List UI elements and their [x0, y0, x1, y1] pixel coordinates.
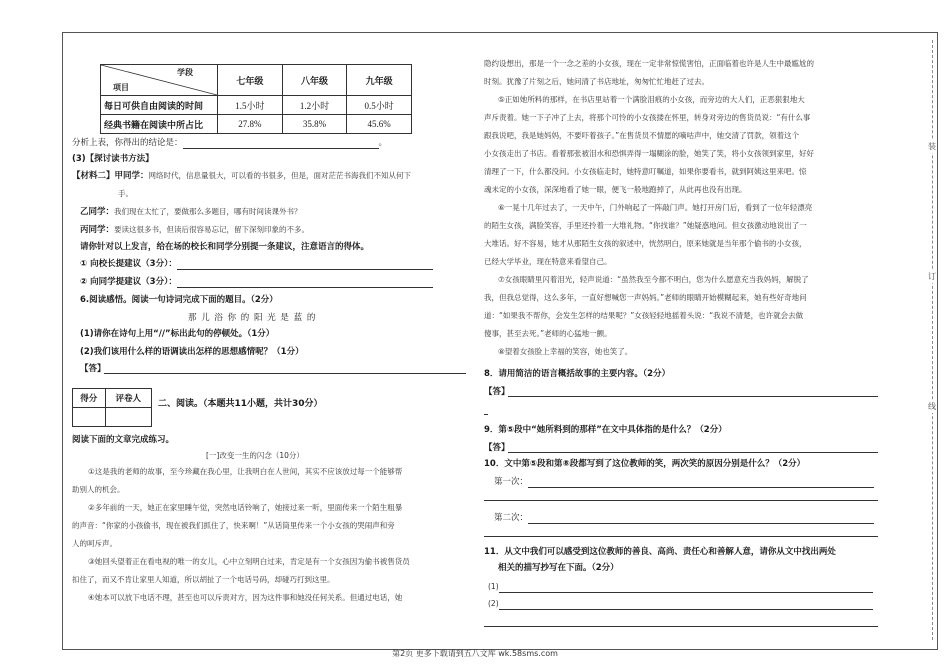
q11-line-3: [484, 626, 878, 627]
article-r12: 已经大学毕业，现在特意来看望自己。: [484, 257, 612, 266]
article-r8: 魂未定的小女孩，深深地看了她一眼，便飞一般地跑掉了，从此再也没有出现。: [484, 185, 747, 194]
binding-char-2: 订: [928, 272, 936, 281]
article-r17: ⑧望着女孩脸上幸福的笑容，她也笑了。: [498, 347, 633, 356]
q10-line-4: [484, 536, 878, 537]
table-header-bottom: 项目: [113, 83, 129, 92]
q11-cont: 相关的描写抄写在下面。（2分）: [498, 563, 619, 573]
q9-answer-label: 【答】: [484, 443, 510, 453]
q8-answer-line-2: [484, 414, 488, 415]
q8-answer-line: [508, 396, 878, 397]
analysis-prompt: 分析上表，你得出的结论是： 。: [72, 138, 388, 148]
advice-principal: ① 向校长提建议（3分）：: [80, 258, 433, 270]
table-row: [101, 96, 412, 115]
article-r11: 大堆话。好不容易，她才从那陌生女孩的叙述中，恍然明白，原来她就是当年那个偷书的小女孩，: [484, 239, 807, 248]
table-cell: 27.8%: [218, 115, 283, 134]
table-col-header: 八年级: [282, 65, 347, 96]
poem-line: 那 儿 浴 你 的 阳 光 是 蓝 的: [188, 313, 317, 323]
table-cell: 0.5小时: [347, 96, 412, 115]
article-r15: 道：“如果我不帮你，会发生怎样的结果呢？”女孩轻轻地摇着头说：“我说不清楚，也许就会去做: [484, 311, 804, 320]
article-r16: 傻事，甚至去死。”老师的心猛地一颤。: [484, 329, 612, 338]
material2-cont: 手。: [118, 189, 133, 198]
article-p4: ④她本可以放下电话不理，甚至也可以斥责对方，因为这件事和她没任何关系。但通过电话，她: [88, 593, 403, 602]
table-cell: 45.6%: [347, 115, 412, 134]
section2-title: 二、阅读。（本题共11小题，共计30分）: [158, 399, 323, 409]
q9: 9．第⑤段中“她所料到的那样”在文中具体指的是什么？（2分）: [484, 425, 727, 435]
q8-answer-label: 【答】: [484, 387, 510, 397]
q6-answer-label: 【答】: [80, 364, 106, 374]
q9-answer-line: [508, 452, 878, 453]
student-bing: 丙同学：要读这很多书，但读后很容易忘记，留下深刻印象的不多。: [80, 225, 310, 235]
article-r4: 声斥责着。她一下子冲了上去，将那个可怜的小女孩搂在怀里，转身对旁边的售货员说：“有什么事: [484, 113, 811, 122]
table-cell: 35.8%: [282, 115, 347, 134]
score-label: 得分: [73, 389, 106, 408]
article-p2c: 人的呵斥声。: [72, 539, 117, 548]
q10-line-2: [484, 500, 878, 501]
q6-title: 6.阅读感悟。阅读一句诗词完成下面的题目。（2分）: [80, 295, 278, 305]
table-cell: 1.5小时: [218, 96, 283, 115]
article-p1: ①这是我的老师的故事，至今珍藏在我心里，让我明白在人世间，其实不应该放过每一个能够帮: [88, 467, 403, 476]
q11-item1: (1): [488, 581, 873, 593]
table-row: [101, 115, 412, 134]
table-col-header: 七年级: [218, 65, 283, 96]
table-diagonal-header: [101, 65, 218, 96]
q10: 10．文中第⑤段和第⑧段都写到了这位教师的笑，两次笑的原因分别是什么？（2分）: [484, 459, 806, 469]
article-r9: ⑥一晃十几年过去了，一天中午，门外响起了一阵敲门声。她打开房门后，看到了一位年轻漂亮: [498, 203, 813, 212]
q10-second: 第二次：: [494, 512, 874, 524]
reading-stats-table: [100, 64, 412, 134]
q6-1: (1)请你在诗句上用“//”标出此句的停顿处。（1分）: [80, 329, 275, 339]
q8: 8．请用简洁的语言概括故事的主要内容。（2分）: [484, 369, 671, 379]
binding-line: [932, 40, 933, 640]
article-p2b: 的声音：“你家的小孩偷书，现在被我们抓住了，快来啊！”从话筒里传来一个小女孩的哭闹声和旁: [72, 521, 395, 530]
q3-title: (3)【探讨读书方法】: [72, 154, 154, 164]
q6-answer-line: [104, 373, 466, 374]
student-yi: 乙同学：我们现在太忙了，要做那么多题目，哪有时间读课外书？: [80, 207, 302, 217]
article-title: [一]改变一生的闪念（10分）: [206, 451, 304, 460]
article-p1b: 助别人的机会。: [72, 485, 125, 494]
table-col-header: 九年级: [347, 65, 412, 96]
grader-label: 评卷人: [105, 389, 151, 408]
q10-first: 第一次：: [494, 476, 874, 488]
q11: 11．从文中我们可以感受到这位教师的善良、高尚、责任心和善解人意，请你从文中找出两处: [484, 547, 836, 557]
article-r6: 小女孩走出了书店。看着那张被泪水和恐惧弄得一塌糊涂的脸，她笑了笑，将小女孩领到家里，好好: [484, 149, 814, 158]
article-r3: ⑤正如她所料的那样，在书店里站着一个满脸泪痕的小女孩，而旁边的大人们，正恶狠狠地大: [498, 95, 805, 104]
binding-char-3: 线: [928, 402, 936, 411]
article-p2: ②多年前的一天，她正在家里睡午觉，突然电话铃响了，她接过来一听，里面传来一个陌生粗暴: [88, 503, 403, 512]
table-header-top: 学段: [177, 68, 193, 77]
table-cell: 1.2小时: [282, 96, 347, 115]
table-row-label: 经典书籍在阅读中所占比: [101, 115, 218, 134]
score-box: [72, 388, 152, 427]
table-row-label: 每日可供自由阅读的时间: [101, 96, 218, 115]
material2: 【材料二】甲同学：网络时代，信息量很大，可以看的书很多，但是，面对茫茫书海我们不知从何下: [72, 171, 412, 181]
article-r1: 隐约设想出，那是一个一念之差的小女孩，现在一定非常惊慌害怕，正面临着也许是人生中最尴尬的: [484, 59, 814, 68]
article-r10: 的陌生女孩，满脸笑容，手里还拎着一大堆礼物。“你找谁？”她疑惑地问。但女孩激动地说出了一: [484, 221, 807, 230]
advice-classmates: ② 向同学提建议（3分）：: [80, 276, 433, 288]
article-r5: 跟我说吧，我是她妈妈，不要吓着孩子。”在售货员不情愿的嘀咕声中，她交清了罚款，领着这个: [484, 131, 800, 140]
article-r13: ⑦女孩眼睛里闪着泪光，轻声说道：“虽然我至今都不明白，您为什么愿意充当我妈妈，解脱了: [498, 275, 809, 284]
advice-instruction: 请你针对以上发言，给在场的校长和同学分别提一条建议，注意语言的得体。: [80, 242, 370, 252]
q11-item2: (2): [488, 598, 873, 610]
q6-2: (2)我们该用什么样的语调读出怎样的思想感情呢？（1分）: [80, 347, 304, 357]
article-r14: 我，但我总觉得，这么多年，一直好想喊您一声妈妈。”老师的眼睛开始模糊起来，她有些好奇地问: [484, 293, 807, 302]
article-p3: ③她回头望着正在看电视的唯一的女儿，心中立刻明白过来，肯定是有一个女孩因为偷书被售货员: [88, 557, 410, 566]
article-r2: 时刻。犹豫了片刻之后，她问清了书店地址，匆匆忙忙地赶了过去。: [484, 77, 709, 86]
article-r7: 清理了一下，什么都没问。小女孩临走时，她特意叮嘱道，如果你要看书，就到阿姨这里来吧。惊: [484, 167, 807, 176]
read-instruction: 阅读下面的文章完成练习。: [72, 435, 175, 445]
binding-char-1: 装: [928, 142, 936, 151]
article-p3b: 扣住了，而又不肯让家里人知道，所以胡扯了一个电话号码，却碰巧打到这里。: [72, 575, 335, 584]
page-footer: 第2页 更多下载请到五八文库 wk.58sms.com: [392, 649, 558, 658]
